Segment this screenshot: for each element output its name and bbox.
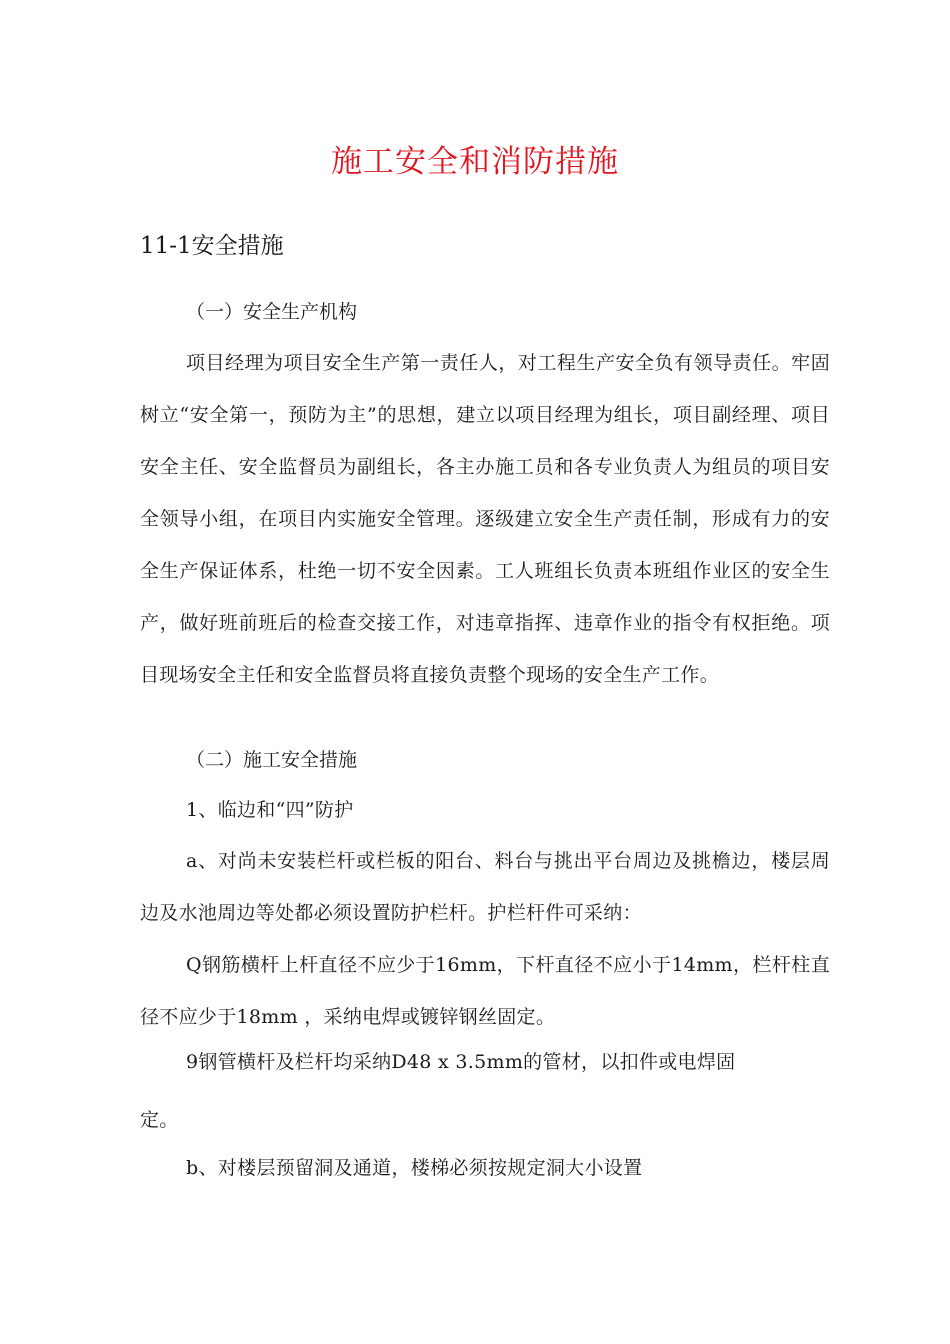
paragraph-item-9-line1: 9钢管横杆及栏杆均采纳D48 x 3.5mm的管材，以扣件或电焊固 xyxy=(186,1051,736,1073)
list-item-edge-protection: 1、临边和“四”防护 xyxy=(186,799,354,821)
paragraph-item-b: b、对楼层预留洞及通道，楼梯必须按规定洞大小设置 xyxy=(186,1157,643,1179)
paragraph-item-a: a、对尚未安装栏杆或栏板的阳台、料台与挑出平台周边及挑檐边，楼层周边及水池周边等处都必须设置防护栏杆。护栏杆件可采纳： xyxy=(140,850,830,924)
paragraph-item-q: Q钢筋横杆上杆直径不应少于16mm，下杆直径不应小于14mm，栏杆柱直径不应少于18mm ，采纳电焊或镀锌钢丝固定。 xyxy=(140,954,830,1028)
paragraph-organization: 项目经理为项目安全生产第一责任人，对工程生产安全负有领导责任。牢固树立“安全第一，预防为主”的思想，建立以项目经理为组长，项目副经理、项目安全主任、安全监督员为副组长，各主办施工员和各专业负责人为组员的项目安全领导小组，在项目内实施安全管理。逐级建立安全生产责任制，形成有力的安全生产保证体系，杜绝一切不安全因素。工人班组长负责本班组作业区的安全生产，做好班前班后的检查交接工作，对违章指挥、违章作业的指令有权拒绝。项目现场安全主任和安全监督员将直接负责整个现场的安全生产工作。 xyxy=(140,352,830,686)
subsection-heading-organization: （一）安全生产机构 xyxy=(186,301,358,323)
section-heading: 11-1安全措施 xyxy=(140,233,284,259)
subsection-heading-safety-measures: （二）施工安全措施 xyxy=(186,749,358,771)
document-title: 施工安全和消防措施 xyxy=(331,144,619,180)
paragraph-item-9-line2: 定。 xyxy=(140,1109,179,1131)
